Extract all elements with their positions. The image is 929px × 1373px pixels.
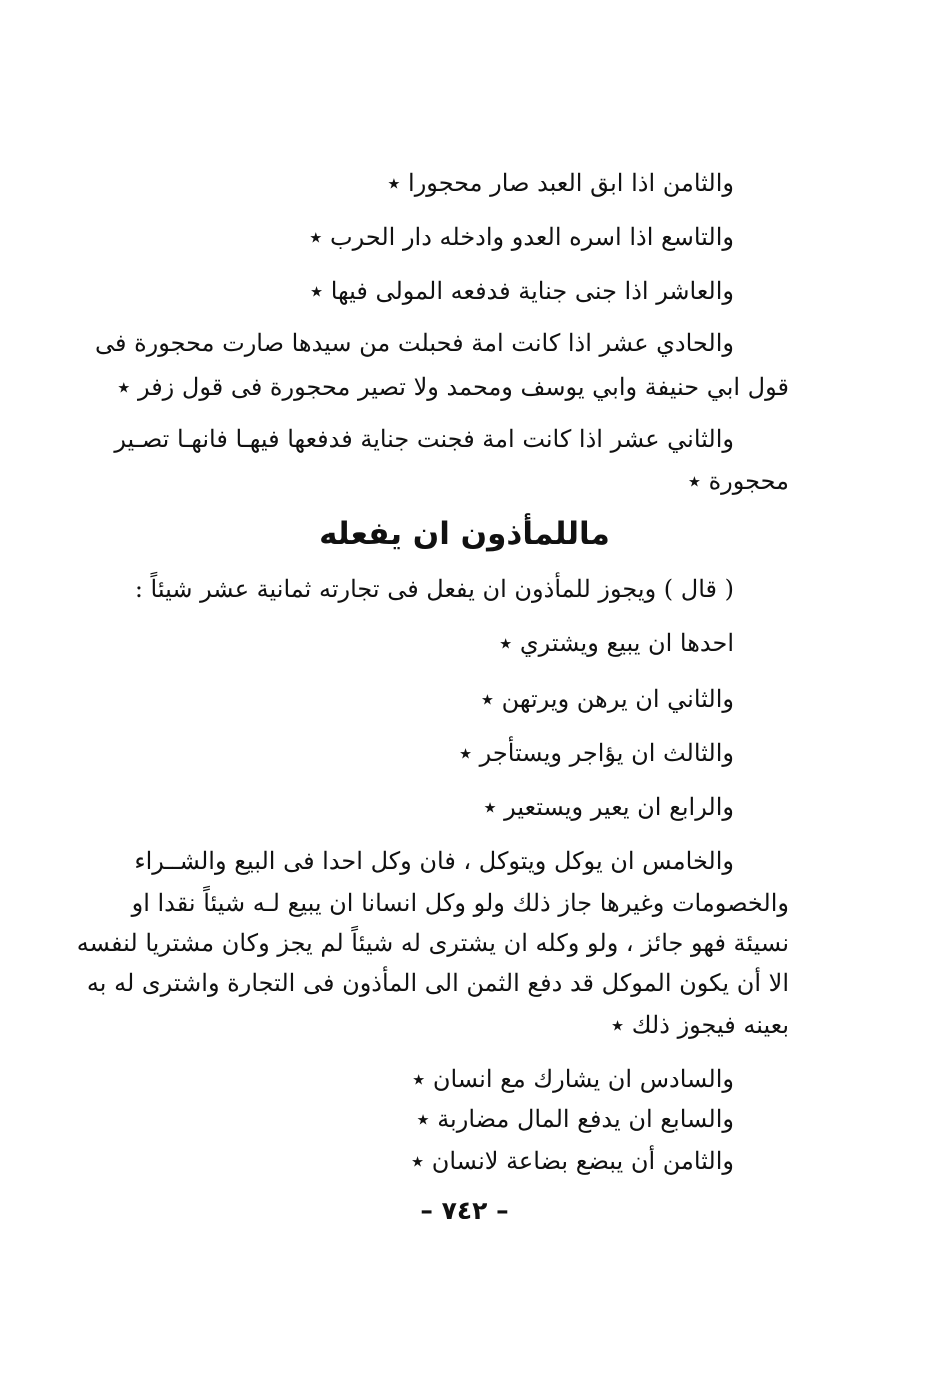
text-line: ( قال ) ويجوز للمأذون ان يفعل فى تجارته ثمانية عشر شيئاً : — [134, 575, 734, 603]
text-line: قول ابي حنيفة وابي يوسف ومحمد ولا تصير محجورة فى قول زفر ٭ — [117, 373, 789, 401]
text-line: الا أن يكون الموكل قد دفع الثمن الى المأذون فى التجارة واشترى له به — [86, 969, 789, 997]
text-line: والخصومات وغيرها جاز ذلك ولو وكل انسانا ان يبيع لـه شيئاً نقدا او — [131, 889, 789, 917]
text-line: نسيئة فهو جائز ، ولو وكله ان يشترى له شيئاً لم يجز وكان مشتريا لنفسه — [76, 929, 789, 957]
text-line: والسابع ان يدفع المال مضاربة ٭ — [416, 1105, 734, 1133]
text-line: والسادس ان يشارك مع انسان ٭ — [412, 1065, 734, 1093]
text-line: والرابع ان يعير ويستعير ٭ — [483, 793, 734, 821]
text-line: والثاني عشر اذا كانت امة فجنت جناية فدفعها فيهـا فانهـا تصـير — [114, 425, 734, 453]
text-line: والثامن اذا ابق العبد صار محجورا ٭ — [387, 169, 734, 197]
text-line: والثالث ان يؤاجر ويستأجر ٭ — [458, 739, 734, 767]
text-line: والثاني ان يرهن ويرتهن ٭ — [480, 685, 734, 713]
text-line: والحادي عشر اذا كانت امة فحبلت من سيدها صارت محجورة فى — [94, 329, 734, 357]
page-number: – ٧٤٢ – — [420, 1196, 509, 1225]
text-line: والثامن أن يبضع بضاعة لانسان ٭ — [411, 1147, 734, 1175]
text-line: والعاشر اذا جنى جناية فدفعه المولى فيها ٭ — [310, 277, 734, 305]
text-line: والتاسع اذا اسره العدو وادخله دار الحرب ٭ — [309, 223, 734, 251]
text-line: احدها ان يبيع ويشتري ٭ — [499, 629, 734, 657]
section-heading: ماللمأذون ان يفعله — [319, 516, 610, 552]
text-line: محجورة ٭ — [687, 467, 789, 495]
text-line: بعينه فيجوز ذلك ٭ — [611, 1011, 789, 1039]
text-line: والخامس ان يوكل ويتوكل ، فان وكل احدا فى البيع والشــراء — [134, 847, 734, 875]
